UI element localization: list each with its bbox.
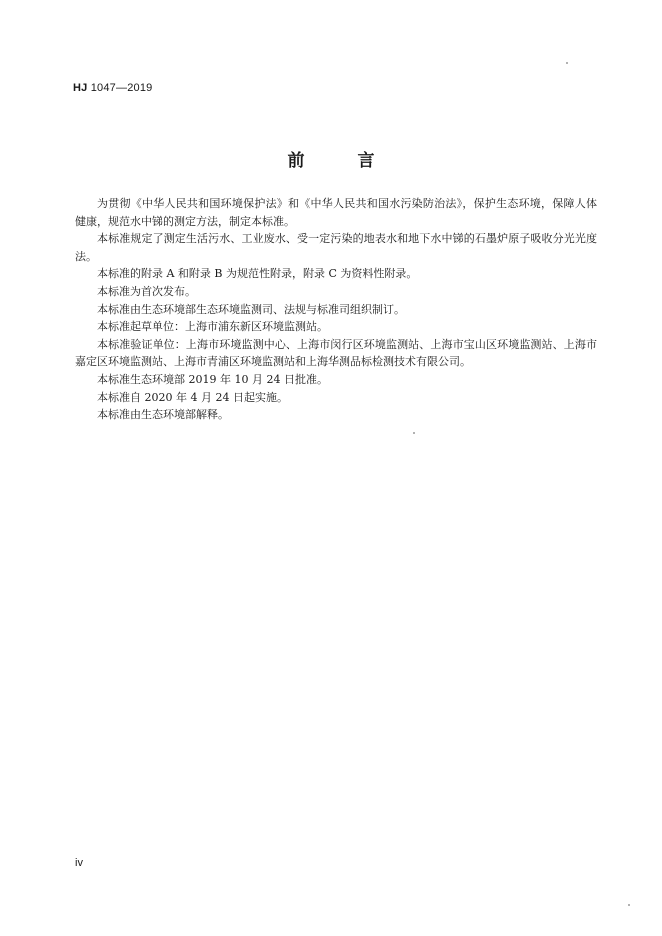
scan-speck: [628, 904, 630, 906]
page-title: 前 言: [287, 151, 393, 171]
standard-prefix: HJ: [73, 82, 88, 94]
paragraph-interpretation: 本标准由生态环境部解释。: [97, 408, 229, 422]
paragraph-appendix: 本标准的附录 A 和附录 B 为规范性附录，附录 C 为资料性附录。: [97, 267, 418, 281]
paragraph-verification-units: 本标准验证单位：上海市环境监测中心、上海市闵行区环境监测站、上海市宝山区环境监测站、上海市嘉定区环境监测站、上海市青浦区环境监测站和上海华测品标检测技术有限公司。: [75, 337, 597, 369]
paragraph-first-release: 本标准为首次发布。: [97, 284, 196, 298]
paragraph-drafting-unit: 本标准起草单位：上海市浦东新区环境监测站。: [97, 320, 328, 334]
paragraph-scope: 本标准规定了测定生活污水、工业废水、受一定污染的地表水和地下水中锑的石墨炉原子吸收分光光度法。: [75, 232, 597, 263]
page-number: iv: [75, 857, 83, 869]
paragraph-effective-date: 本标准自 2020 年 4 月 24 日起实施。: [97, 390, 288, 404]
paragraph-approval-date: 本标准生态环境部 2019 年 10 月 24 日批准。: [97, 372, 328, 386]
standard-number: 1047—2019: [87, 82, 153, 94]
scan-speck: [413, 432, 415, 434]
scan-speck: [566, 62, 568, 64]
standard-code: [73, 82, 152, 94]
paragraph-purpose: 为贯彻《中华人民共和国环境保护法》和《中华人民共和国水污染防治法》，保护生态环境，保障人体健康，规范水中锑的测定方法，制定本标准。: [75, 197, 597, 228]
foreword-body: [75, 195, 597, 424]
paragraph-organizer: 本标准由生态环境部生态环境监测司、法规与标准司组织制订。: [97, 302, 405, 316]
